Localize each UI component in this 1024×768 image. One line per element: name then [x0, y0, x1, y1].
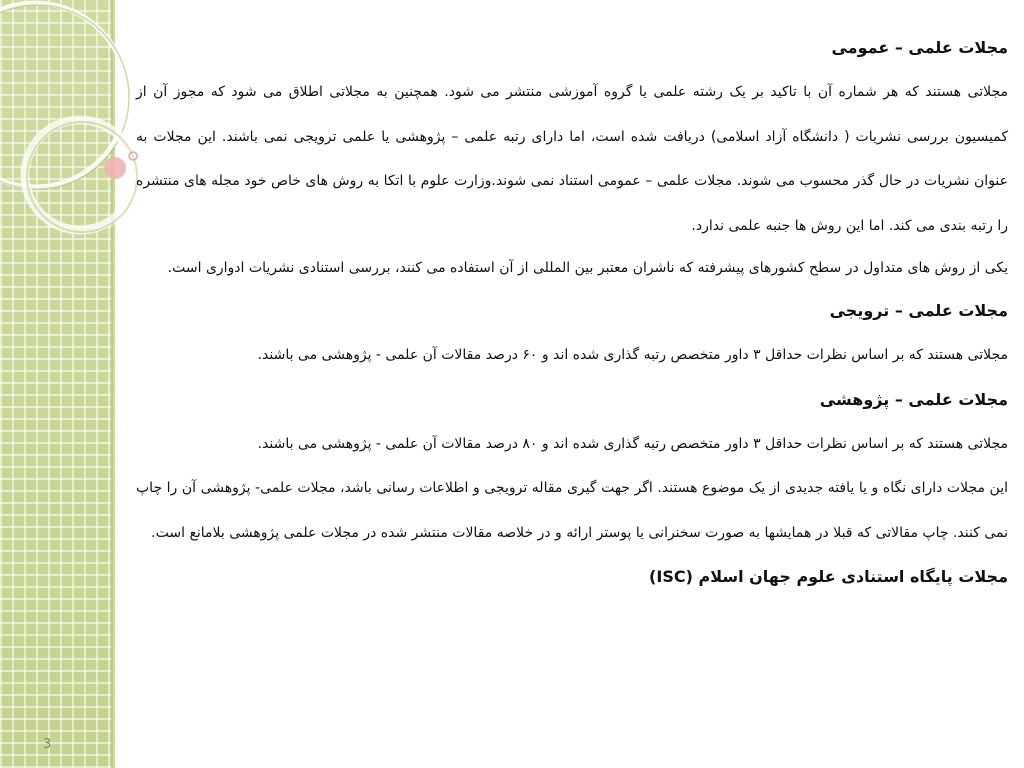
heading-promotional-journals: مجلات علمی – ترویجی: [829, 301, 1008, 320]
large-ring: [0, 3, 127, 187]
paragraph-general-journals-definition: مجلاتی هستند که هر شماره آن با تاکید بر یک رشته علمی یا گروه آموزشی منتشر می شود. همچنین به مجلاتی اطلاق می شود که مجوز آن از کمیسیون بررسی نشریات ( دانشگاه آزاد اسلامی) دریافت شده است، اما دارای رتبه علمی – پژوهشی یا علمی ترویجی نمی باشند. این مجلات به عنوان نشریات در حال گذر محسوب می شوند. مجلات علمی – عمومی استناد نمی شوند.وزارت علوم با اتکا به روش های خاص خود مجله های منتشره را رتبه بندی می کند. اما این روش ها جنبه علمی ندارد.: [136, 84, 1008, 234]
pink-dot-icon: [104, 157, 126, 179]
paragraph-research-journals-details: این مجلات دارای نگاه و یا یافته جدیدی از یک موضوع هستند. اگر جهت گیری مقاله ترویجی و اطلاعات رسانی باشد، مجلات علمی- پژوهشی آن را چاپ نمی کنند. چاپ مقالاتی که قبلا در همایشها به صورت سخنرانی یا پوستر ارائه و در خلاصه مقالات منتشر شده در مجلات علمی پژوهشی بلامانع است.: [136, 480, 1008, 541]
paragraph-research-journals-definition: مجلاتی هستند که بر اساس نظرات حداقل ۳ داور متخصص رتبه گذاری شده اند و ۸۰ درصد مقالات آن علمی - پژوهشی می باشند.: [257, 435, 1008, 452]
slide-content: [136, 26, 1008, 599]
page-number: 3: [43, 737, 52, 752]
heading-isc-journals: مجلات پایگاه استنادی علوم جهان اسلام (ISC): [649, 567, 1008, 586]
heading-research-journals: مجلات علمی – پژوهشی: [819, 389, 1008, 409]
paragraph-promotional-journals-definition: مجلاتی هستند که بر اساس نظرات حداقل ۳ داور متخصص رتبه گذاری شده اند و ۶۰ درصد مقالات آن علمی - پژوهشی می باشند.: [257, 347, 1008, 363]
paragraph-citation-review: یکی از روش های متداول در سطح کشورهای پیشرفته که ناشران معتبر بین المللی از آن استفاده می کنند، بررسی استنادی نشریات ادواری است.: [167, 260, 1008, 276]
heading-general-journals: مجلات علمی – عمومی: [831, 38, 1008, 57]
